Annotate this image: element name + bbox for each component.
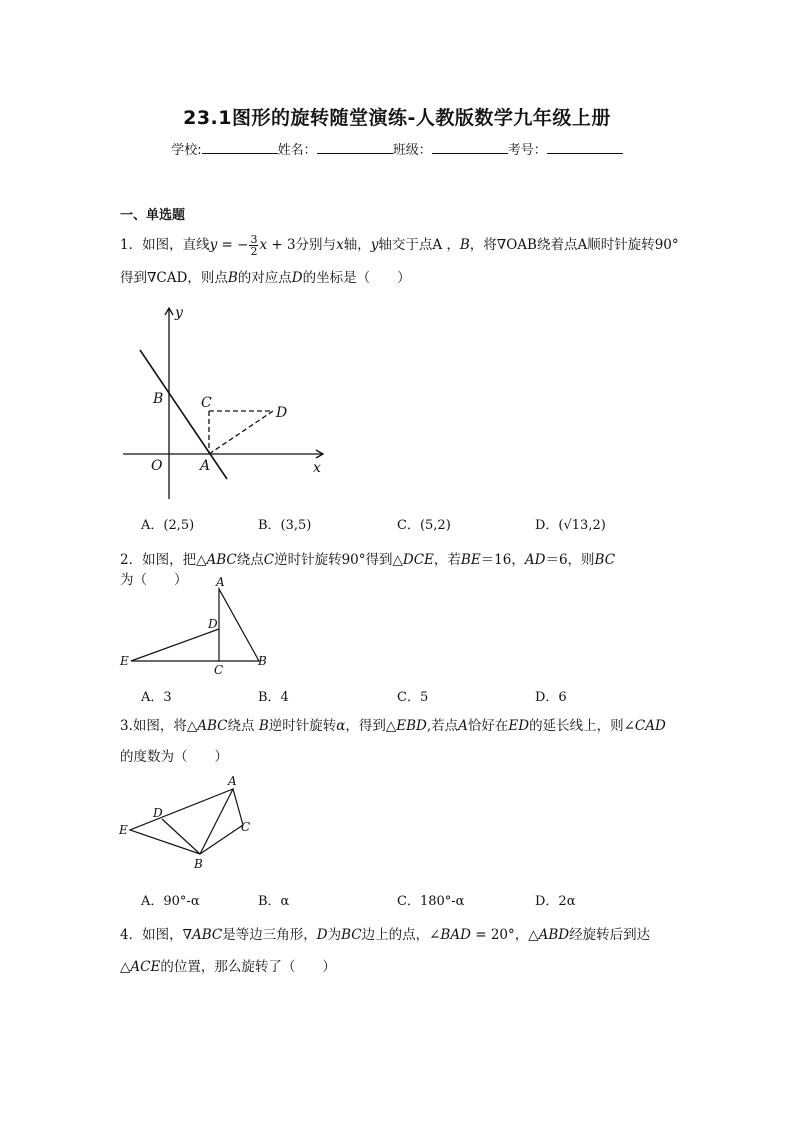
- q1-line2-text-c: 的坐标是（ ）: [302, 270, 411, 286]
- q3-text-g: 的延长线上，则∠: [529, 718, 635, 734]
- q1-fraction: [249, 234, 258, 257]
- q4-abc: ABC: [192, 927, 223, 943]
- q1-figure: [118, 300, 333, 505]
- q2-text-f: ＝6，则: [545, 552, 595, 568]
- question-4-line-1: [120, 925, 680, 945]
- q3-figure: [116, 772, 266, 872]
- q3-ebd: EBD: [396, 718, 427, 734]
- q4-text-a: 4．如图，∇: [120, 927, 193, 943]
- q1-option-b[interactable]: B．(3,5): [258, 518, 312, 533]
- label-a: A: [228, 774, 237, 788]
- q1-option-a[interactable]: A．(2,5): [141, 518, 195, 533]
- name-label: 姓名：: [277, 143, 317, 158]
- label-d: D: [208, 617, 218, 631]
- q1-option-d[interactable]: D．(√13,2): [535, 518, 606, 533]
- q1-text: 1．如图，直线: [120, 237, 210, 253]
- q3-text-f: 恰好在: [467, 718, 509, 734]
- q2-be: BE: [460, 552, 481, 568]
- q3-ed: ED: [508, 718, 530, 734]
- q4-abd: ABD: [538, 927, 570, 943]
- q4-bad: BAD: [440, 927, 471, 943]
- q1-line2-text-b: 的对应点: [237, 270, 292, 286]
- q4-d: D: [316, 927, 328, 943]
- school-label: 学校:: [171, 143, 202, 158]
- label-d: D: [153, 806, 163, 820]
- q3-option-b[interactable]: B．α: [258, 894, 290, 909]
- triangle-abe: [130, 789, 233, 854]
- label-b: B: [258, 654, 267, 668]
- q2-figure: [116, 574, 276, 678]
- q1-point-d: D: [291, 270, 303, 286]
- question-3-line-1: [120, 716, 680, 736]
- q1-eq-y: y: [209, 237, 218, 253]
- label-a: A: [200, 458, 211, 474]
- label-b: B: [153, 391, 164, 407]
- label-b: B: [194, 857, 203, 871]
- q2-ad: AD: [524, 552, 546, 568]
- number-blank[interactable]: [547, 141, 623, 154]
- q2-option-a[interactable]: A．3: [141, 690, 172, 705]
- q1-point-b2: B: [227, 270, 238, 286]
- q1-eq-sign: = −: [217, 237, 249, 253]
- q1-eq-rest: + 3分别与: [267, 237, 337, 253]
- q1-text-mid2: 轴交于点A ，: [378, 237, 460, 253]
- label-c: C: [201, 395, 212, 411]
- q2-text-a: 2．如图，把△: [120, 552, 207, 568]
- q4-text-f: 经旋转后到达: [569, 927, 651, 943]
- q3-text-e: ,若点: [426, 718, 459, 734]
- label-c: C: [214, 663, 224, 677]
- q3-option-d[interactable]: D．2α: [535, 894, 576, 909]
- q2-bc: BC: [594, 552, 616, 568]
- q2-text-g: 为（ ）: [120, 572, 188, 588]
- segment-db: [162, 819, 200, 854]
- class-label: 班级：: [392, 143, 432, 158]
- q3-a: A: [458, 718, 468, 734]
- label-y: y: [175, 305, 183, 321]
- q1-axis-x: x: [336, 237, 344, 253]
- q1-text-mid1: 轴，: [343, 237, 371, 253]
- label-e: E: [119, 823, 128, 837]
- q4-line2-b: 的位置，那么旋转了（ ）: [160, 959, 336, 975]
- segment-de: [131, 629, 219, 661]
- fraction-denominator: 2: [250, 245, 258, 258]
- q4-text-e: = 20°，△: [470, 927, 539, 943]
- q3-abc: ABC: [197, 718, 228, 734]
- q2-text-b: 绕点: [236, 552, 264, 568]
- label-e: E: [120, 654, 129, 668]
- class-blank[interactable]: [432, 141, 508, 154]
- q2-c: C: [263, 552, 275, 568]
- q4-bc: BC: [341, 927, 362, 943]
- student-info-line: [0, 139, 794, 158]
- segment-acb: [200, 789, 243, 854]
- label-d: D: [276, 405, 288, 421]
- label-c: C: [241, 820, 251, 834]
- triangle-abc: [219, 589, 259, 661]
- q2-option-d[interactable]: D．6: [535, 690, 567, 705]
- q3-option-a[interactable]: A．90°-α: [141, 894, 200, 909]
- q2-dce: DCE: [402, 552, 434, 568]
- fraction-numerator: 3: [250, 233, 258, 246]
- question-1-line-1: [120, 234, 680, 257]
- q1-point-b: B: [459, 237, 470, 253]
- q1-line2-text: 得到∇CAD，则点: [120, 270, 228, 286]
- q2-text-e: ＝16，: [480, 552, 525, 568]
- q1-option-c[interactable]: C．(5,2): [397, 518, 451, 533]
- label-x: x: [313, 460, 321, 476]
- q2-option-b[interactable]: B．4: [258, 690, 289, 705]
- q3-text-b: 绕点: [227, 718, 259, 734]
- q2-option-c[interactable]: C．5: [397, 690, 429, 705]
- q3-text-c: 逆时针旋转: [268, 718, 337, 734]
- q2-text-d: ，若: [433, 552, 461, 568]
- question-4-line-2: [120, 957, 680, 977]
- q2-abc: ABC: [206, 552, 237, 568]
- q3-text-a: 3.如图，将△: [120, 718, 198, 734]
- q3-cad: CAD: [634, 718, 666, 734]
- q4-text-c: 为: [327, 927, 342, 943]
- segment-ad: [209, 411, 273, 454]
- school-blank[interactable]: [202, 141, 278, 154]
- q1-text-mid3: ，将∇OAB绕着点A顺时针旋转90°: [469, 237, 679, 253]
- section-heading: 一、单选题: [120, 208, 186, 223]
- q3-option-c[interactable]: C．180°-α: [397, 894, 465, 909]
- question-3-line-2: 的度数为（ ）: [120, 749, 228, 765]
- q3-alpha: α: [336, 718, 346, 734]
- q4-text-b: 是等边三角形，: [222, 927, 317, 943]
- label-o: O: [151, 458, 163, 474]
- q4-ace: ACE: [130, 959, 161, 975]
- q1-axis-y: y: [370, 237, 379, 253]
- q4-line2-a: △: [120, 959, 131, 975]
- number-label: 考号：: [507, 143, 547, 158]
- q2-text-c: 逆时针旋转90°得到△: [274, 552, 403, 568]
- q1-eq-x: x: [259, 237, 268, 253]
- q3-text-d: ，得到△: [345, 718, 397, 734]
- page-title: 23.1图形的旋转随堂演练-人教版数学九年级上册: [183, 107, 611, 129]
- question-1-line-2: [120, 268, 680, 288]
- q3-b: B: [258, 718, 269, 734]
- q4-text-d: 边上的点，∠: [361, 927, 441, 943]
- name-blank[interactable]: [317, 141, 393, 154]
- label-a: A: [216, 575, 225, 589]
